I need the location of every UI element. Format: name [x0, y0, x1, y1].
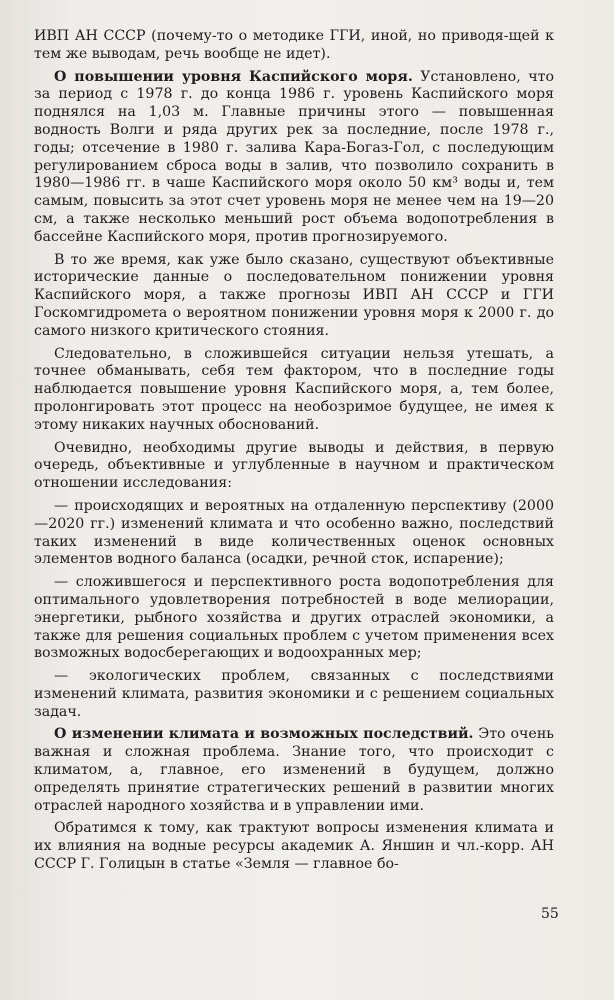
paragraph-text: Очевидно, необходимы другие выводы и действия, в первую очередь, объективные и углубленные в научном и практическом отношении исследования:	[34, 439, 554, 492]
paragraph-text: — сложившегося и перспективного роста водопотребления для оптимального удовлетворения потребностей в воде мелиорации, энергетики, рыбного хозяйства и других отраслей экономики, а также для решения социальных проблем с учетом применения всех возможных водосберегающих и водоохранных мер;	[34, 574, 554, 662]
paragraph-text: Установлено, что за период с 1978 г. до конца 1986 г. уровень Каспийского моря поднялся на 1,03 м. Главные причины этого — повышенная водность Волги и ряда других рек за последние, после 1978 г., годы; отсечение в 1980 г. залива Кара-Богаз-Гол, с последующим регулированием сброса воды в залив, что позволило сохранить в 1980—1986 гг. в чаше Каспийского моря около 50 км³ воды и, тем самым, повысить за этот счет уровень моря не менее чем на 19—20 см, а также несколько меньший рост объема водопотребления в бассейне Каспийского моря, против прогнозируемого.	[34, 68, 554, 245]
paragraph-1	[34, 28, 554, 64]
section-heading-climate: О изменении климата и возможных последствий.	[54, 726, 474, 743]
paragraph-7	[34, 574, 554, 663]
paragraph-text: — экологических проблем, связанных с последствиями изменений климата, развития экономики и с решением социальных задач.	[34, 668, 554, 720]
paragraph-2	[34, 69, 554, 247]
paragraph-text: ИВП АН СССР (почему-то о методике ГГИ, иной, но приводя-щей к тем же выводам, речь вообще не идет).	[34, 28, 554, 62]
page-number: 55	[541, 906, 559, 922]
paragraph-10	[34, 820, 554, 873]
text-body	[34, 28, 554, 874]
paragraph-8	[34, 668, 554, 721]
paragraph-text: В то же время, как уже было сказано, существуют объективные исторические данные о последовательном понижении уровня Каспийского моря, а также прогнозы ИВП АН СССР и ГГИ Госкомгидромета о вероятном понижении уровня моря к 2000 г. до самого низкого критического стояния.	[34, 251, 554, 339]
paragraph-9	[34, 726, 554, 815]
paragraph-text: — происходящих и вероятных на отдаленную перспективу (2000—2020 гг.) изменений климата и что особенно важно, последствий таких изменений в виде количественных оценок основных элементов водного баланса (осадки, речной сток, испарение);	[34, 497, 554, 568]
paragraph-text: Обратимся к тому, как трактуют вопросы изменения климата и их влияния на водные ресурсы академик А. Яншин и чл.-корр. АН СССР Г. Голицын в статье «Земля — главное бо-	[34, 820, 554, 873]
paragraph-4	[34, 346, 554, 435]
paragraph-5	[34, 440, 554, 493]
paragraph-3	[34, 252, 554, 341]
section-heading-caspian: О повышении уровня Каспийского моря.	[54, 68, 413, 85]
paragraph-text: Следовательно, в сложившейся ситуации нельзя утешать, а точнее обманывать, себя тем фактором, что в последние годы наблюдается повышение уровня Каспийского моря, а, тем более, пролонгировать этот процесс на необозримое будущее, не имея к этому никаких научных обоснований.	[34, 345, 554, 433]
paragraph-6	[34, 498, 554, 569]
paragraph-text: Это очень важная и сложная проблема. Знание того, что происходит с климатом, а, главное, его изменений в будущем, должно определять принятие стратегических решений в развитии многих отраслей народного хозяйства и в управлении ими.	[34, 726, 555, 814]
